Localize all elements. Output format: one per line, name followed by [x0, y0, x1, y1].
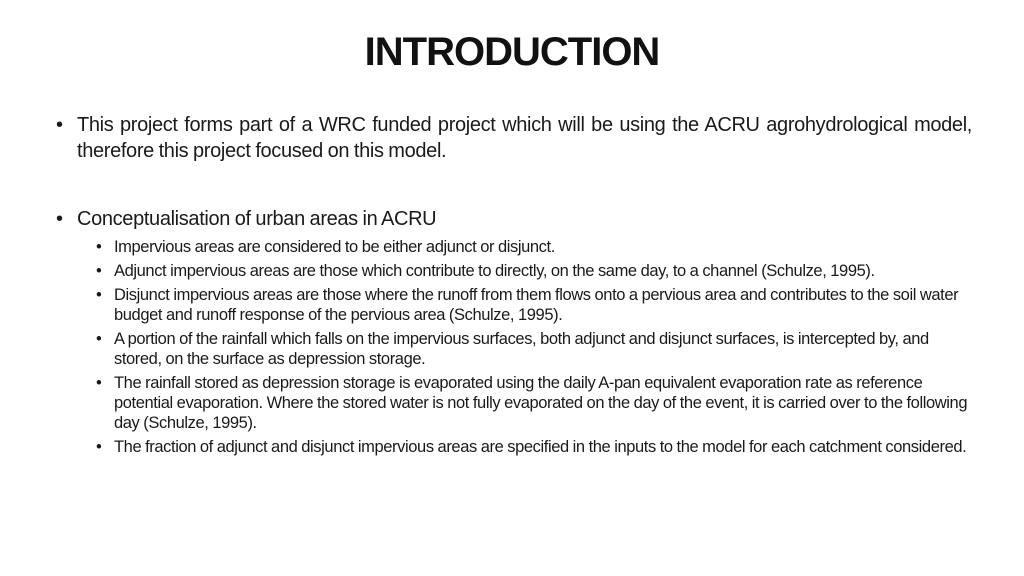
bullet-urban-conceptualisation: • Conceptualisation of urban areas in ACRU	[56, 206, 972, 232]
sub-bullet-adjunct-definition: • Adjunct impervious areas are those which contribute to directly, on the same day, to a channel (Schulze, 1995).	[96, 261, 972, 281]
bullet-project-overview: • This project forms part of a WRC funded project which will be using the ACRU agrohydrological model, therefore this project focused on this model.	[56, 112, 972, 164]
sub-bullet-evaporation: • The rainfall stored as depression storage is evaporated using the daily A-pan equivalent evaporation rate as reference potential evaporation. Where the stored water is not fully evaporated on the day of the event, it is carried over to the following day (Schulze, 1995).	[96, 373, 972, 433]
sub-bullet-fraction-inputs: • The fraction of adjunct and disjunct impervious areas are specified in the inputs to the model for each catchment considered.	[96, 437, 972, 457]
sub-bullet-list	[96, 237, 972, 457]
slide-title: INTRODUCTION	[364, 30, 660, 74]
slide-content	[56, 112, 972, 461]
sub-bullet-disjunct-definition: • Disjunct impervious areas are those where the runoff from them flows onto a pervious area and contributes to the soil water budget and runoff response of the pervious area (Schulze, 1995).	[96, 285, 972, 325]
sub-bullet-depression-storage: • A portion of the rainfall which falls on the impervious surfaces, both adjunct and disjunct surfaces, is intercepted by, and stored, on the surface as depression storage.	[96, 329, 972, 369]
sub-bullet-impervious-types: • Impervious areas are considered to be either adjunct or disjunct.	[96, 237, 972, 257]
